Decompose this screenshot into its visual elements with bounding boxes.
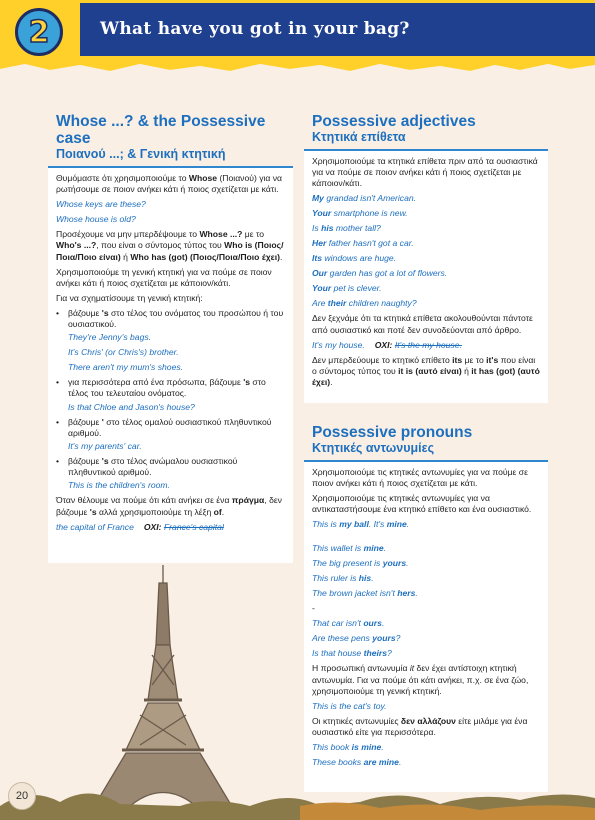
example: There aren't my mum's shoes.: [68, 362, 184, 373]
example: the capital of France OXI: France's capital: [56, 521, 224, 532]
example: Is that Chloe and Jason's house?: [68, 401, 195, 412]
box-content: [48, 168, 293, 543]
example: This wallet is mine.: [312, 543, 387, 554]
example: Are their children naughty?: [312, 298, 417, 309]
example: It's my parents' car.: [68, 441, 142, 452]
example: Her father hasn't got a car.: [312, 238, 414, 249]
box-title-en: Possessive adjectives: [312, 113, 476, 130]
example: Your pet is clever.: [312, 283, 382, 294]
example: That car isn't ours.: [312, 618, 385, 629]
possessive-pronouns-box: [304, 424, 548, 792]
page-number: 20: [8, 782, 36, 810]
paragraph: Όταν θέλουμε να πούμε ότι κάτι ανήκει σε ένα πράγμα, δεν βάζουμε 's αλλά χρησιμοποιούμε τη λέξη of.: [56, 495, 282, 517]
bullet-item: • βάζουμε 's στο τέλος ανώμαλου ουσιαστικού πληθυντικού αριθμού.: [56, 456, 238, 478]
example: This book is mine.: [312, 742, 384, 753]
unit-number-badge: [15, 8, 63, 56]
bullet-item: • για περισσότερα από ένα πρόσωπα, βάζουμε 's στο τέλος του τελευταίου ονόματος.: [56, 377, 266, 399]
box-title-gr: Κτητικές αντωνυμίες: [312, 441, 435, 455]
example: Your smartphone is new.: [312, 208, 408, 219]
example: The big present is yours.: [312, 558, 409, 569]
example: Is his mother tall?: [312, 223, 381, 234]
box-title-en: Possessive pronouns: [312, 424, 473, 441]
trees-foreground-image: [0, 776, 595, 820]
example: Whose house is old?: [56, 214, 136, 225]
example: This is my ball. It's mine.: [312, 519, 410, 530]
paragraph: Χρησιμοποιούμε τη γενική κτητική για να πούμε σε ποιον ανήκει κάτι ή ποιος σχετίζεται με κάποιον/κάτι.: [56, 266, 272, 288]
example: It's my house. OXI: It's the my house.: [312, 339, 462, 350]
example: My grandad isn't American.: [312, 193, 417, 204]
example: Its windows are huge.: [312, 253, 397, 264]
box-heading: [48, 113, 293, 168]
paragraph: Θυμόμαστε ότι χρησιμοποιούμε το Whose (Ποιανού) για να ρωτήσουμε σε ποιον ανήκει κάτι ή ποιος σχετίζεται με κάτι.: [56, 173, 283, 195]
paragraph: Οι κτητικές αντωνυμίες δεν αλλάζουν είτε μιλάμε για ένα ουσιαστικό είτε για περισσότερα.: [312, 715, 528, 738]
bullet-icon: •: [56, 416, 60, 427]
possessive-adjectives-box: [304, 113, 548, 403]
example: This is the cat's toy.: [312, 700, 387, 711]
paragraph: Προσέχουμε να μην μπερδέψουμε το Whose ...? με το Who's ...?, που είναι ο σύντομος τύπος του Who is (Ποιος/Ποια/Ποιο είναι) ή Who has (got) (Ποιος/Ποια/Ποιο έχει).: [56, 229, 284, 262]
box-title-gr: Κτητικά επίθετα: [312, 130, 406, 144]
dash: -: [312, 603, 315, 614]
example: Is that house theirs?: [312, 648, 392, 659]
example: These books are mine.: [312, 757, 402, 768]
example: Are these pens yours?: [312, 633, 401, 644]
example: Whose keys are these?: [56, 199, 146, 210]
paragraph: Η προσωπική αντωνυμία it δεν έχει αντίστοιχη κτητική αντωνυμία. Για να πούμε ότι κάτι ανήκει, π.χ. σε ένα ζώο, χρησιμοποιούμε τη γενική κτητική.: [312, 663, 529, 696]
paragraph: Χρησιμοποιούμε τις κτητικές αντωνυμίες για να αντικαταστήσουμε ένα κτητικό επίθετο και ένα ουσιαστικό.: [312, 493, 532, 515]
unit-number: 2: [28, 14, 50, 50]
example: This ruler is his.: [312, 573, 374, 584]
box-content: [304, 151, 548, 398]
bullet-icon: •: [56, 456, 60, 467]
paragraph: Χρησιμοποιούμε τις κτητικές αντωνυμίες για να πούμε σε ποιον ανήκει κάτι ή ποιος σχετίζεται με κάτι.: [312, 467, 528, 489]
paragraph: Δεν ξεχνάμε ότι τα κτητικά επίθετα ακολουθούνται πάντοτε από ουσιαστικό και ποτέ δεν συνοδεύονται από άρθρο.: [312, 313, 533, 335]
torn-paper-edge: [0, 56, 595, 78]
unit-title: What have you got in your bag?: [100, 19, 410, 39]
paragraph: Για να σχηματίσουμε τη γενική κτητική:: [56, 292, 203, 303]
bullet-icon: •: [56, 377, 60, 388]
example: This is the children's room.: [68, 480, 170, 491]
paragraph: Δεν μπερδεύουμε το κτητικό επίθετο its με το it's που είναι ο σύντομος τύπος του it is (αυτό είναι) ή it has (got) (αυτό έχει).: [312, 354, 540, 388]
examples-list: [312, 193, 540, 309]
box-title-en: Whose ...? & the Possessive case: [56, 113, 266, 147]
example: They're Jenny's bags.: [68, 332, 152, 343]
box-content: [304, 462, 548, 778]
bullet-icon: •: [56, 307, 60, 318]
bullet-item: • βάζουμε 's στο τέλος του ονόματος του προσώπου ή του ουσιαστικού.: [56, 307, 284, 330]
possessive-case-box: [48, 113, 293, 563]
box-heading: [304, 113, 548, 151]
example: It's Chris' (or Chris's) brother.: [68, 347, 179, 358]
example: Our garden has got a lot of flowers.: [312, 268, 448, 279]
box-heading: [304, 424, 548, 462]
box-title-gr: Ποιανού ...; & Γενική κτητική: [56, 147, 226, 161]
example: The brown jacket isn't hers.: [312, 588, 418, 599]
bullet-item: • βάζουμε ' στο τέλος ομαλού ουσιαστικού πληθυντικού αριθμού.: [56, 416, 272, 438]
paragraph: Χρησιμοποιούμε τα κτητικά επίθετα πριν από τα ουσιαστικά για να πούμε σε ποιον ανήκει κάτι ή ποιος σχετίζεται με κάποιον/κάτι.: [312, 156, 538, 189]
